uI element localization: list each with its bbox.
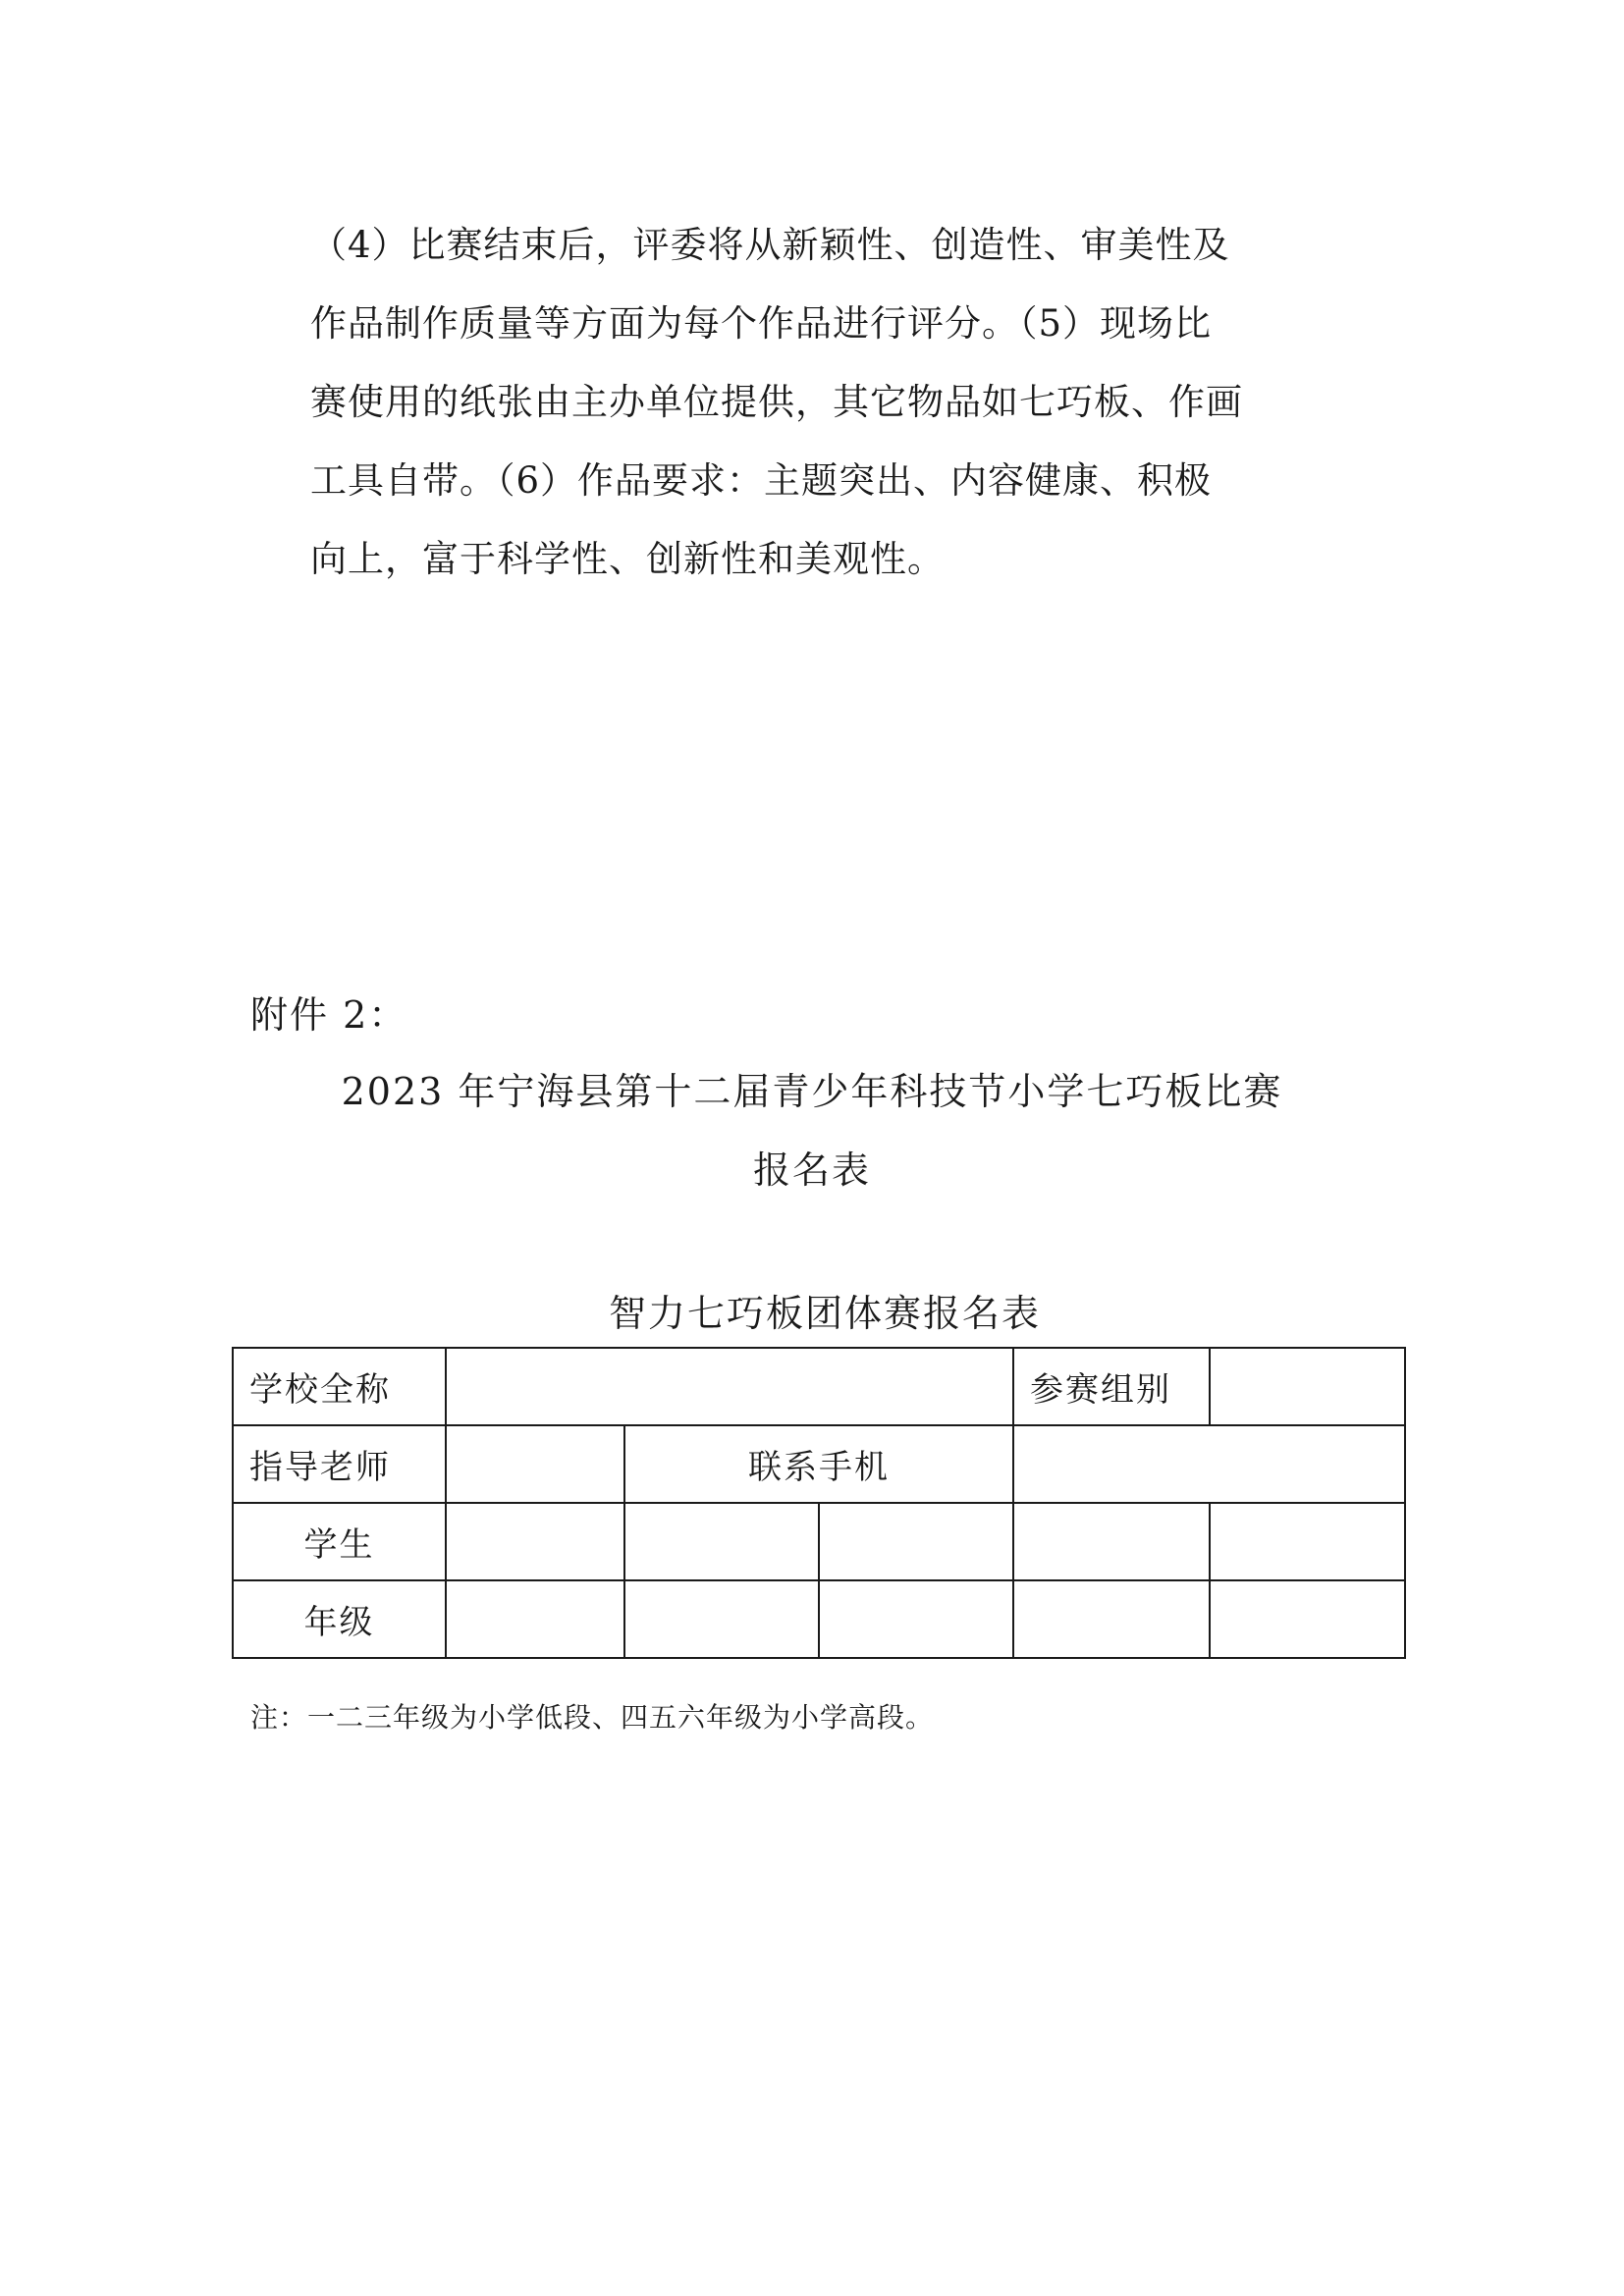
- table-row: [233, 1580, 1405, 1658]
- grade-field[interactable]: [819, 1580, 1013, 1658]
- school-name-label: 学校全称: [233, 1348, 446, 1425]
- grade-field[interactable]: [446, 1580, 624, 1658]
- grade-label: 年级: [233, 1580, 446, 1658]
- student-field[interactable]: [624, 1503, 819, 1580]
- student-field[interactable]: [1210, 1503, 1405, 1580]
- school-name-field[interactable]: [446, 1348, 1013, 1425]
- student-field[interactable]: [446, 1503, 624, 1580]
- phone-field[interactable]: [1013, 1425, 1405, 1503]
- table-note: 注：一二三年级为小学低段、四五六年级为小学高段。: [250, 1701, 935, 1734]
- document-title-line2: 报名表: [752, 1148, 871, 1192]
- student-field[interactable]: [1013, 1503, 1210, 1580]
- grade-field[interactable]: [1013, 1580, 1210, 1658]
- teacher-label: 指导老师: [233, 1425, 446, 1503]
- group-label: 参赛组别: [1013, 1348, 1210, 1425]
- grade-field[interactable]: [624, 1580, 819, 1658]
- group-field[interactable]: [1210, 1348, 1405, 1425]
- grade-field[interactable]: [1210, 1580, 1405, 1658]
- registration-table: [232, 1347, 1406, 1659]
- student-label: 学生: [233, 1503, 446, 1580]
- phone-label: 联系手机: [624, 1425, 1013, 1503]
- document-title-line1: 2023 年宁海县第十二届青少年科技节小学七巧板比赛: [341, 1070, 1283, 1113]
- paragraph-line: 作品制作质量等方面为每个作品进行评分。（5）现场比: [310, 302, 1213, 345]
- paragraph-line: 工具自带。（6）作品要求：主题突出、内容健康、积极: [310, 459, 1213, 502]
- paragraph-line: 向上，富于科学性、创新性和美观性。: [310, 538, 945, 580]
- table-row: [233, 1425, 1405, 1503]
- student-field[interactable]: [819, 1503, 1013, 1580]
- paragraph-line: （4）比赛结束后，评委将从新颖性、创造性、审美性及: [310, 224, 1230, 266]
- paragraph-line: 赛使用的纸张由主办单位提供，其它物品如七巧板、作画: [310, 381, 1243, 423]
- table-title: 智力七巧板团体赛报名表: [608, 1292, 1041, 1335]
- attachment-label: 附件 2：: [250, 993, 408, 1037]
- table-row: [233, 1348, 1405, 1425]
- teacher-field[interactable]: [446, 1425, 624, 1503]
- table-row: [233, 1503, 1405, 1580]
